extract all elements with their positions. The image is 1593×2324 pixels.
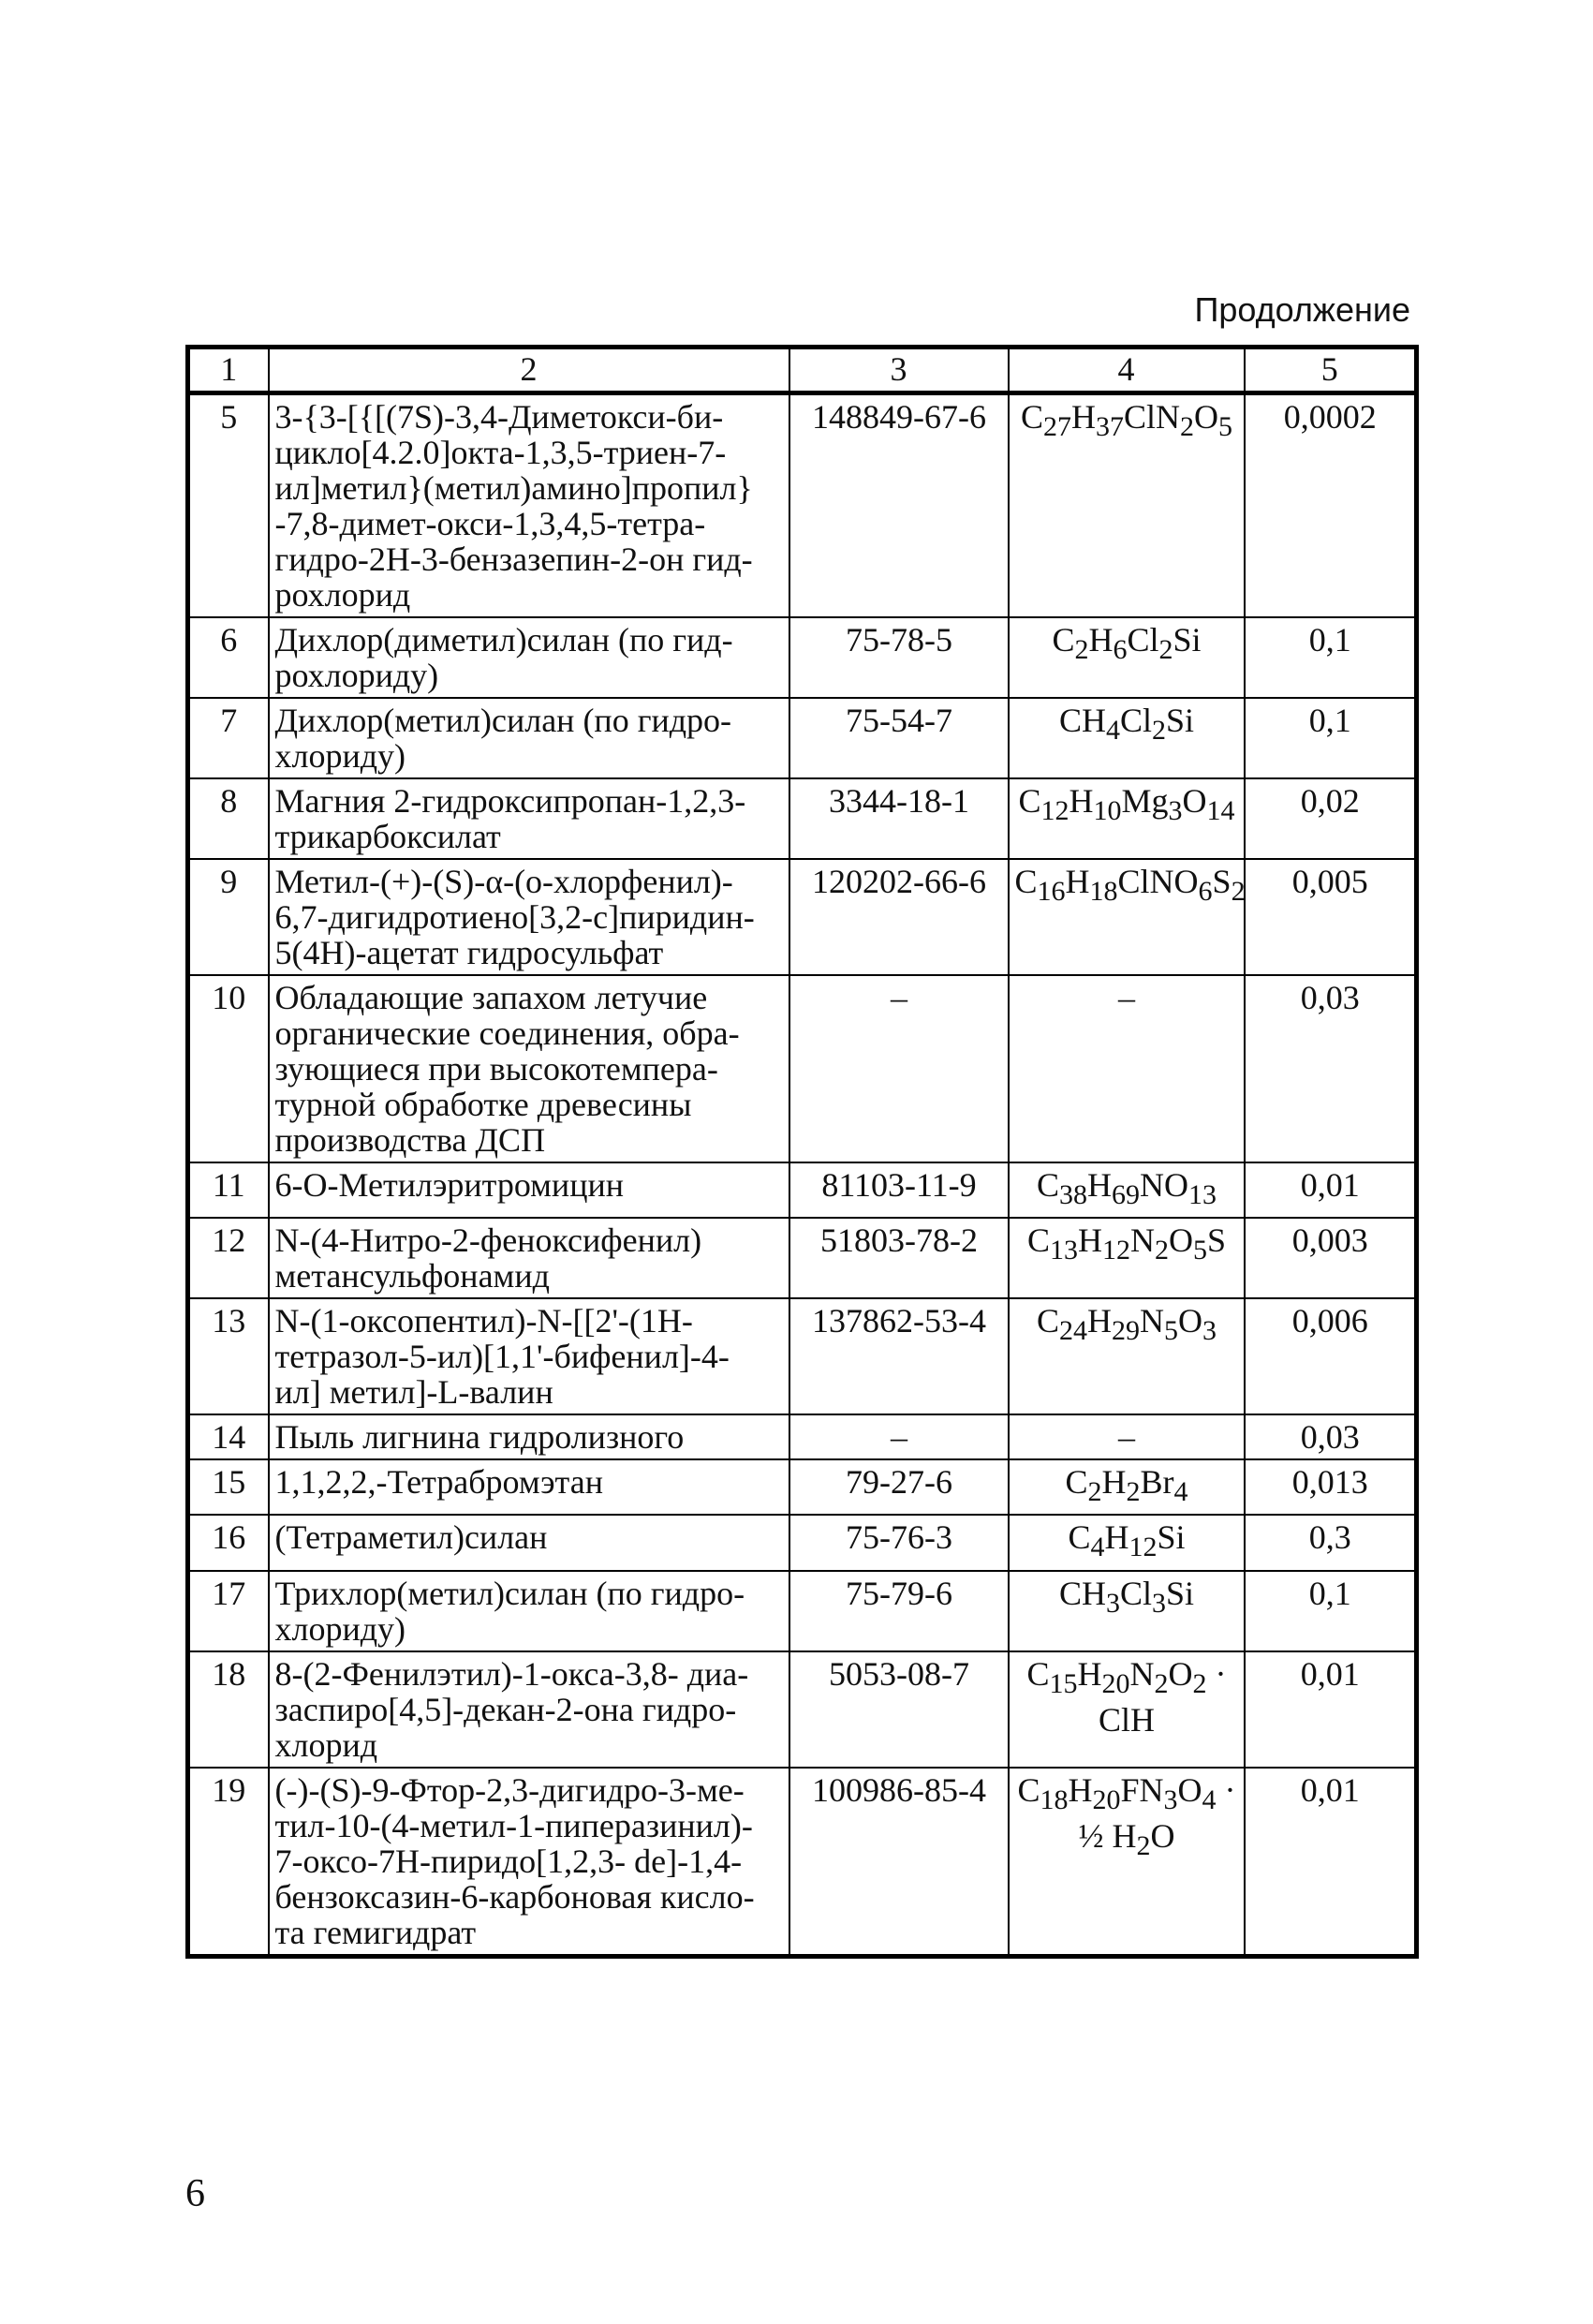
- header-col-5: 5: [1245, 348, 1417, 393]
- substance-name-cell: (Тетраметил)силан: [269, 1515, 789, 1570]
- table-row: [188, 393, 1417, 618]
- concentration-value-cell: 0,01: [1245, 1768, 1417, 1957]
- substance-name-cell: N-(4-Нитро-2-феноксифенил) метансульфонамид: [269, 1218, 789, 1298]
- table-row: [188, 1414, 1417, 1459]
- formula-cell: $C_4H_{12}Si$: [1009, 1515, 1245, 1570]
- row-number-cell: 16: [188, 1515, 269, 1570]
- table-row: [188, 778, 1417, 859]
- cas-number-cell: 81103-11-9: [789, 1162, 1009, 1218]
- table-header-row: [188, 348, 1417, 393]
- substance-name-cell: Дихлор(метил)силан (по гидро- хлориду): [269, 698, 789, 778]
- formula-cell: $C_{18}H_{20}FN_3O_4$ · ½ $H_2O$: [1009, 1768, 1245, 1957]
- substance-name-cell: Дихлор(диметил)силан (по гид- рохлориду): [269, 617, 789, 698]
- table-row: [188, 975, 1417, 1162]
- substance-name-cell: 8-(2-Фенилэтил)-1-окса-3,8- диа- заспиро[4,5]-декан-2-она гидро- хлорид: [269, 1651, 789, 1768]
- formula-cell: $CH_3Cl_3Si$: [1009, 1571, 1245, 1651]
- cas-number-cell: 79-27-6: [789, 1459, 1009, 1515]
- row-number-cell: 10: [188, 975, 269, 1162]
- formula-cell: $C_{13}H_{12}N_2O_5S$: [1009, 1218, 1245, 1298]
- concentration-value-cell: 0,006: [1245, 1298, 1417, 1414]
- row-number-cell: 5: [188, 393, 269, 618]
- formula-cell: –: [1009, 1414, 1245, 1459]
- concentration-value-cell: 0,003: [1245, 1218, 1417, 1298]
- formula-cell: $C_{38}H_{69}NO_{13}$: [1009, 1162, 1245, 1218]
- substances-table-container: [185, 345, 1414, 1959]
- table-row: [188, 1459, 1417, 1515]
- cas-number-cell: 75-54-7: [789, 698, 1009, 778]
- formula-cell: $C_{27}H_{37}ClN_2O_5$: [1009, 393, 1245, 618]
- row-number-cell: 12: [188, 1218, 269, 1298]
- cas-number-cell: 75-79-6: [789, 1571, 1009, 1651]
- row-number-cell: 17: [188, 1571, 269, 1651]
- continuation-label: Продолжение: [1194, 290, 1410, 329]
- substances-table: [185, 345, 1419, 1959]
- concentration-value-cell: 0,02: [1245, 778, 1417, 859]
- row-number-cell: 6: [188, 617, 269, 698]
- cas-number-cell: 75-76-3: [789, 1515, 1009, 1570]
- substance-name-cell: Обладающие запахом летучие органические соединения, обра- зующиеся при высокотемпера- турной обработке древесины производства ДСП: [269, 975, 789, 1162]
- cas-number-cell: –: [789, 1414, 1009, 1459]
- header-col-3: 3: [789, 348, 1009, 393]
- table-row: [188, 1571, 1417, 1651]
- formula-cell: $C_{12}H_{10}Mg_3O_{14}$: [1009, 778, 1245, 859]
- cas-number-cell: 75-78-5: [789, 617, 1009, 698]
- substance-name-cell: (-)-(S)-9-Фтор-2,3-дигидро-3-ме- тил-10-(4-метил-1-пиперазинил)- 7-оксо-7Н-пиридо[1,2,3- de]-1,4- бензоксазин-6-карбоновая кисло- та гемигидрат: [269, 1768, 789, 1957]
- substance-name-cell: Пыль лигнина гидролизного: [269, 1414, 789, 1459]
- cas-number-cell: 148849-67-6: [789, 393, 1009, 618]
- row-number-cell: 8: [188, 778, 269, 859]
- concentration-value-cell: 0,0002: [1245, 393, 1417, 618]
- page-number: 6: [185, 2172, 205, 2215]
- row-number-cell: 13: [188, 1298, 269, 1414]
- table-row: [188, 1298, 1417, 1414]
- row-number-cell: 7: [188, 698, 269, 778]
- concentration-value-cell: 0,03: [1245, 1414, 1417, 1459]
- concentration-value-cell: 0,01: [1245, 1162, 1417, 1218]
- substance-name-cell: Метил-(+)-(S)-α-(о-хлорфенил)- 6,7-дигидротиено[3,2-с]пиридин- 5(4Н)-ацетат гидросульфат: [269, 859, 789, 975]
- cas-number-cell: 51803-78-2: [789, 1218, 1009, 1298]
- table-row: [188, 1515, 1417, 1570]
- table-row: [188, 1651, 1417, 1768]
- table-row: [188, 859, 1417, 975]
- concentration-value-cell: 0,3: [1245, 1515, 1417, 1570]
- table-row: [188, 1768, 1417, 1957]
- row-number-cell: 11: [188, 1162, 269, 1218]
- formula-cell: $C_2H_2Br_4$: [1009, 1459, 1245, 1515]
- row-number-cell: 19: [188, 1768, 269, 1957]
- formula-cell: $C_{24}H_{29}N_5O_3$: [1009, 1298, 1245, 1414]
- table-row: [188, 1218, 1417, 1298]
- concentration-value-cell: 0,005: [1245, 859, 1417, 975]
- cas-number-cell: 3344-18-1: [789, 778, 1009, 859]
- concentration-value-cell: 0,013: [1245, 1459, 1417, 1515]
- cas-number-cell: –: [789, 975, 1009, 1162]
- table-body: [188, 393, 1417, 1957]
- formula-cell: –: [1009, 975, 1245, 1162]
- header-col-4: 4: [1009, 348, 1245, 393]
- header-col-1: 1: [188, 348, 269, 393]
- substance-name-cell: 1,1,2,2,-Тетрабромэтан: [269, 1459, 789, 1515]
- row-number-cell: 15: [188, 1459, 269, 1515]
- substance-name-cell: Магния 2-гидроксипропан-1,2,3- трикарбоксилат: [269, 778, 789, 859]
- formula-cell: $C_2H_6Cl_2Si$: [1009, 617, 1245, 698]
- substance-name-cell: 6-О-Метилэритромицин: [269, 1162, 789, 1218]
- row-number-cell: 9: [188, 859, 269, 975]
- concentration-value-cell: 0,03: [1245, 975, 1417, 1162]
- table-row: [188, 698, 1417, 778]
- concentration-value-cell: 0,1: [1245, 1571, 1417, 1651]
- formula-cell: $C_{15}H_{20}N_2O_2$ · ClH: [1009, 1651, 1245, 1768]
- table-row: [188, 1162, 1417, 1218]
- concentration-value-cell: 0,1: [1245, 698, 1417, 778]
- formula-cell: $CH_4Cl_2Si$: [1009, 698, 1245, 778]
- cas-number-cell: 100986-85-4: [789, 1768, 1009, 1957]
- row-number-cell: 18: [188, 1651, 269, 1768]
- concentration-value-cell: 0,01: [1245, 1651, 1417, 1768]
- substance-name-cell: N-(1-оксопентил)-N-[[2'-(1Н- тетразол-5-ил)[1,1'-бифенил]-4- ил] метил]-L-валин: [269, 1298, 789, 1414]
- header-col-2: 2: [269, 348, 789, 393]
- substance-name-cell: 3-{3-[{[(7S)-3,4-Диметокси-би- цикло[4.2.0]окта-1,3,5-триен-7- ил]метил}(метил)амино]пропил} -7,8-димет-окси-1,3,4,5-тетра- гидро-2Н-3-бензазепин-2-он гид- рохлорид: [269, 393, 789, 618]
- cas-number-cell: 137862-53-4: [789, 1298, 1009, 1414]
- cas-number-cell: 5053-08-7: [789, 1651, 1009, 1768]
- table-row: [188, 617, 1417, 698]
- formula-cell: $C_{16}H_{18}ClNO_6S_2$: [1009, 859, 1245, 975]
- concentration-value-cell: 0,1: [1245, 617, 1417, 698]
- row-number-cell: 14: [188, 1414, 269, 1459]
- cas-number-cell: 120202-66-6: [789, 859, 1009, 975]
- substance-name-cell: Трихлор(метил)силан (по гидро- хлориду): [269, 1571, 789, 1651]
